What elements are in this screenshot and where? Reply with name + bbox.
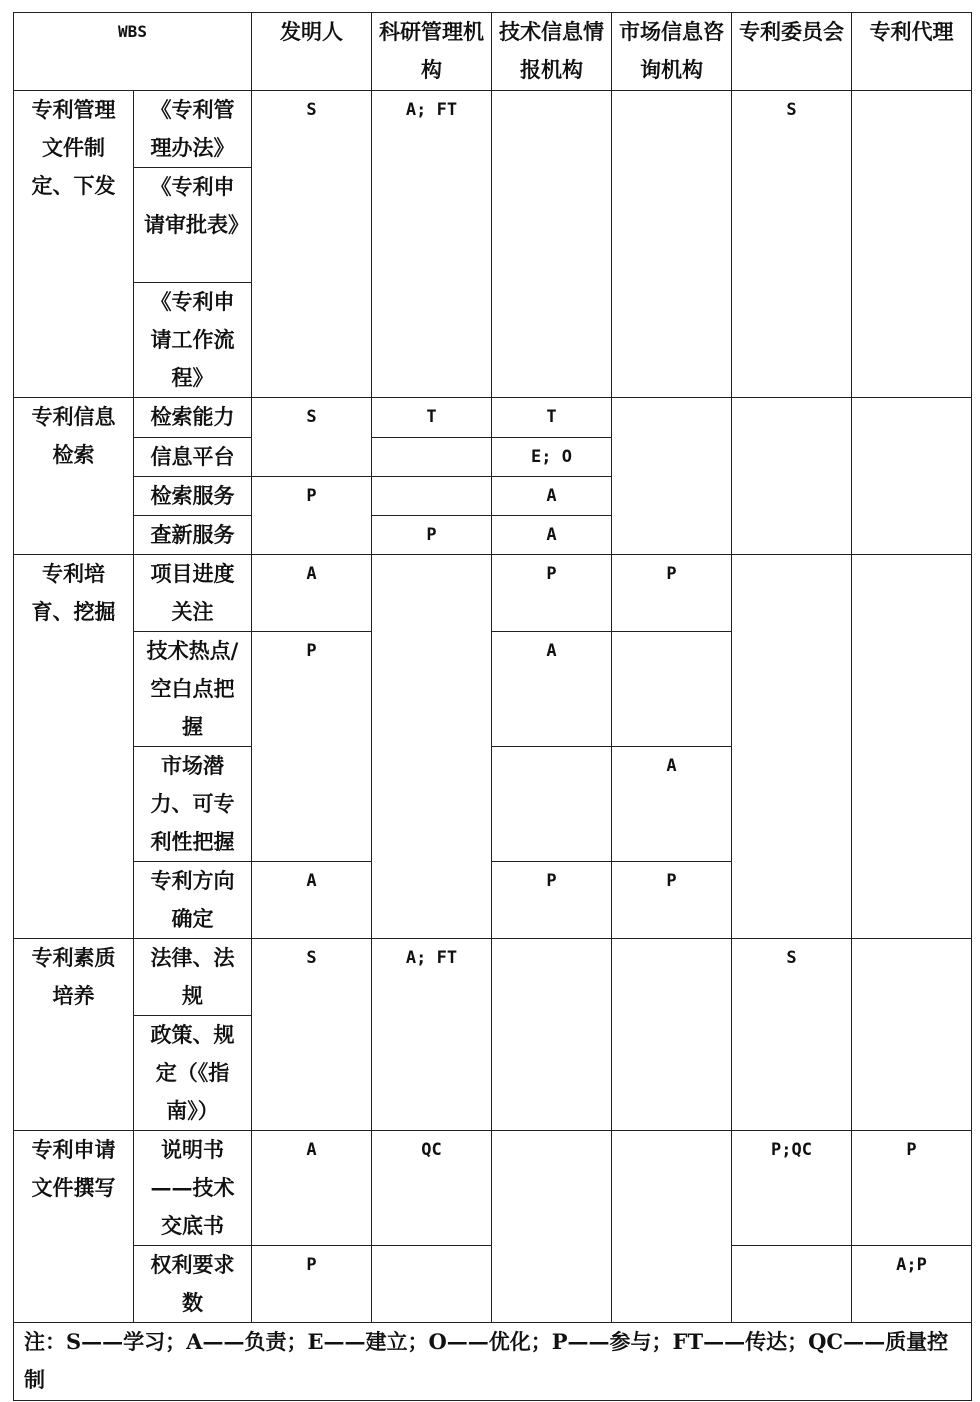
- task-cell: 政策、规定（《指南》）: [134, 1016, 252, 1131]
- wbs-responsibility-table: [13, 12, 972, 1401]
- task-cell: 权利要求数: [134, 1246, 252, 1323]
- agent-cell: [852, 398, 972, 555]
- task-cell: 法律、法规: [134, 939, 252, 1016]
- committee-cell: S: [732, 939, 852, 1131]
- tech-info-cell: [492, 91, 612, 398]
- note-row: [14, 1323, 972, 1401]
- agent-cell: [852, 939, 972, 1131]
- market-info-cell: [612, 939, 732, 1131]
- inventor-cell: S: [252, 939, 372, 1131]
- task-cell: 项目进度关注: [134, 555, 252, 632]
- committee-cell: [732, 1246, 852, 1323]
- task-cell: 查新服务: [134, 516, 252, 555]
- inventor-cell: A: [252, 862, 372, 939]
- tech-info-cell: P: [492, 555, 612, 632]
- task-cell: 《专利申请工作流程》: [134, 283, 252, 398]
- market-info-cell: P: [612, 555, 732, 632]
- tech-info-cell: E; O: [492, 438, 612, 477]
- market-info-cell: [612, 91, 732, 398]
- committee-cell: S: [732, 91, 852, 398]
- table-row: [14, 939, 972, 1016]
- research-cell: [372, 555, 492, 939]
- market-info-cell: [612, 632, 732, 747]
- category-cell: 专利信息检索: [14, 398, 134, 555]
- inventor-cell: A: [252, 1131, 372, 1246]
- tech-info-cell: A: [492, 632, 612, 747]
- task-cell: 检索能力: [134, 398, 252, 438]
- category-cell: 专利管理文件制定、下发: [14, 91, 134, 398]
- legend-note: 注：S——学习；A——负责；E——建立；O——优化；P——参与；FT——传达；QC——质量控制: [14, 1323, 972, 1401]
- tech-info-cell: [492, 747, 612, 862]
- tech-info-cell: A: [492, 477, 612, 516]
- header-wbs: WBS: [14, 13, 252, 91]
- inventor-cell: P: [252, 477, 372, 555]
- category-cell: 专利申请文件撰写: [14, 1131, 134, 1323]
- task-cell: 《专利申请审批表》: [134, 168, 252, 283]
- tech-info-cell: T: [492, 398, 612, 438]
- research-cell: QC: [372, 1131, 492, 1246]
- research-cell: [372, 438, 492, 477]
- agent-cell: [852, 91, 972, 398]
- research-cell: T: [372, 398, 492, 438]
- committee-cell: [732, 398, 852, 555]
- market-info-cell: [612, 398, 732, 555]
- task-cell: 专利方向确定: [134, 862, 252, 939]
- research-cell: A; FT: [372, 91, 492, 398]
- task-cell: 说明书——技术交底书: [134, 1131, 252, 1246]
- tech-info-cell: A: [492, 516, 612, 555]
- header-market-info: 市场信息咨询机构: [612, 13, 732, 91]
- table-row: [14, 398, 972, 438]
- committee-cell: P;QC: [732, 1131, 852, 1246]
- research-cell: [372, 1246, 492, 1323]
- header-research-management: 科研管理机构: [372, 13, 492, 91]
- task-cell: 信息平台: [134, 438, 252, 477]
- header-tech-info: 技术信息情报机构: [492, 13, 612, 91]
- agent-cell: P: [852, 1131, 972, 1246]
- inventor-cell: P: [252, 632, 372, 862]
- category-cell: 专利培育、挖掘: [14, 555, 134, 939]
- task-cell: 技术热点/空白点把握: [134, 632, 252, 747]
- tech-info-cell: [492, 939, 612, 1131]
- market-info-cell: P: [612, 862, 732, 939]
- committee-cell: [732, 555, 852, 939]
- table-row: [14, 1131, 972, 1246]
- inventor-cell: A: [252, 555, 372, 632]
- inventor-cell: P: [252, 1246, 372, 1323]
- inventor-cell: S: [252, 91, 372, 398]
- header-inventor: 发明人: [252, 13, 372, 91]
- task-cell: 检索服务: [134, 477, 252, 516]
- market-info-cell: [612, 1131, 732, 1323]
- category-cell: 专利素质培养: [14, 939, 134, 1131]
- header-row: [14, 13, 972, 91]
- table-row: [14, 91, 972, 168]
- agent-cell: [852, 555, 972, 939]
- table-row: [14, 555, 972, 632]
- header-patent-committee: 专利委员会: [732, 13, 852, 91]
- agent-cell: A;P: [852, 1246, 972, 1323]
- research-cell: A; FT: [372, 939, 492, 1131]
- research-cell: P: [372, 516, 492, 555]
- task-cell: 《专利管理办法》: [134, 91, 252, 168]
- tech-info-cell: [492, 1131, 612, 1323]
- inventor-cell: S: [252, 398, 372, 477]
- research-cell: [372, 477, 492, 516]
- task-cell: 市场潜力、可专利性把握: [134, 747, 252, 862]
- market-info-cell: A: [612, 747, 732, 862]
- header-patent-agent: 专利代理: [852, 13, 972, 91]
- tech-info-cell: P: [492, 862, 612, 939]
